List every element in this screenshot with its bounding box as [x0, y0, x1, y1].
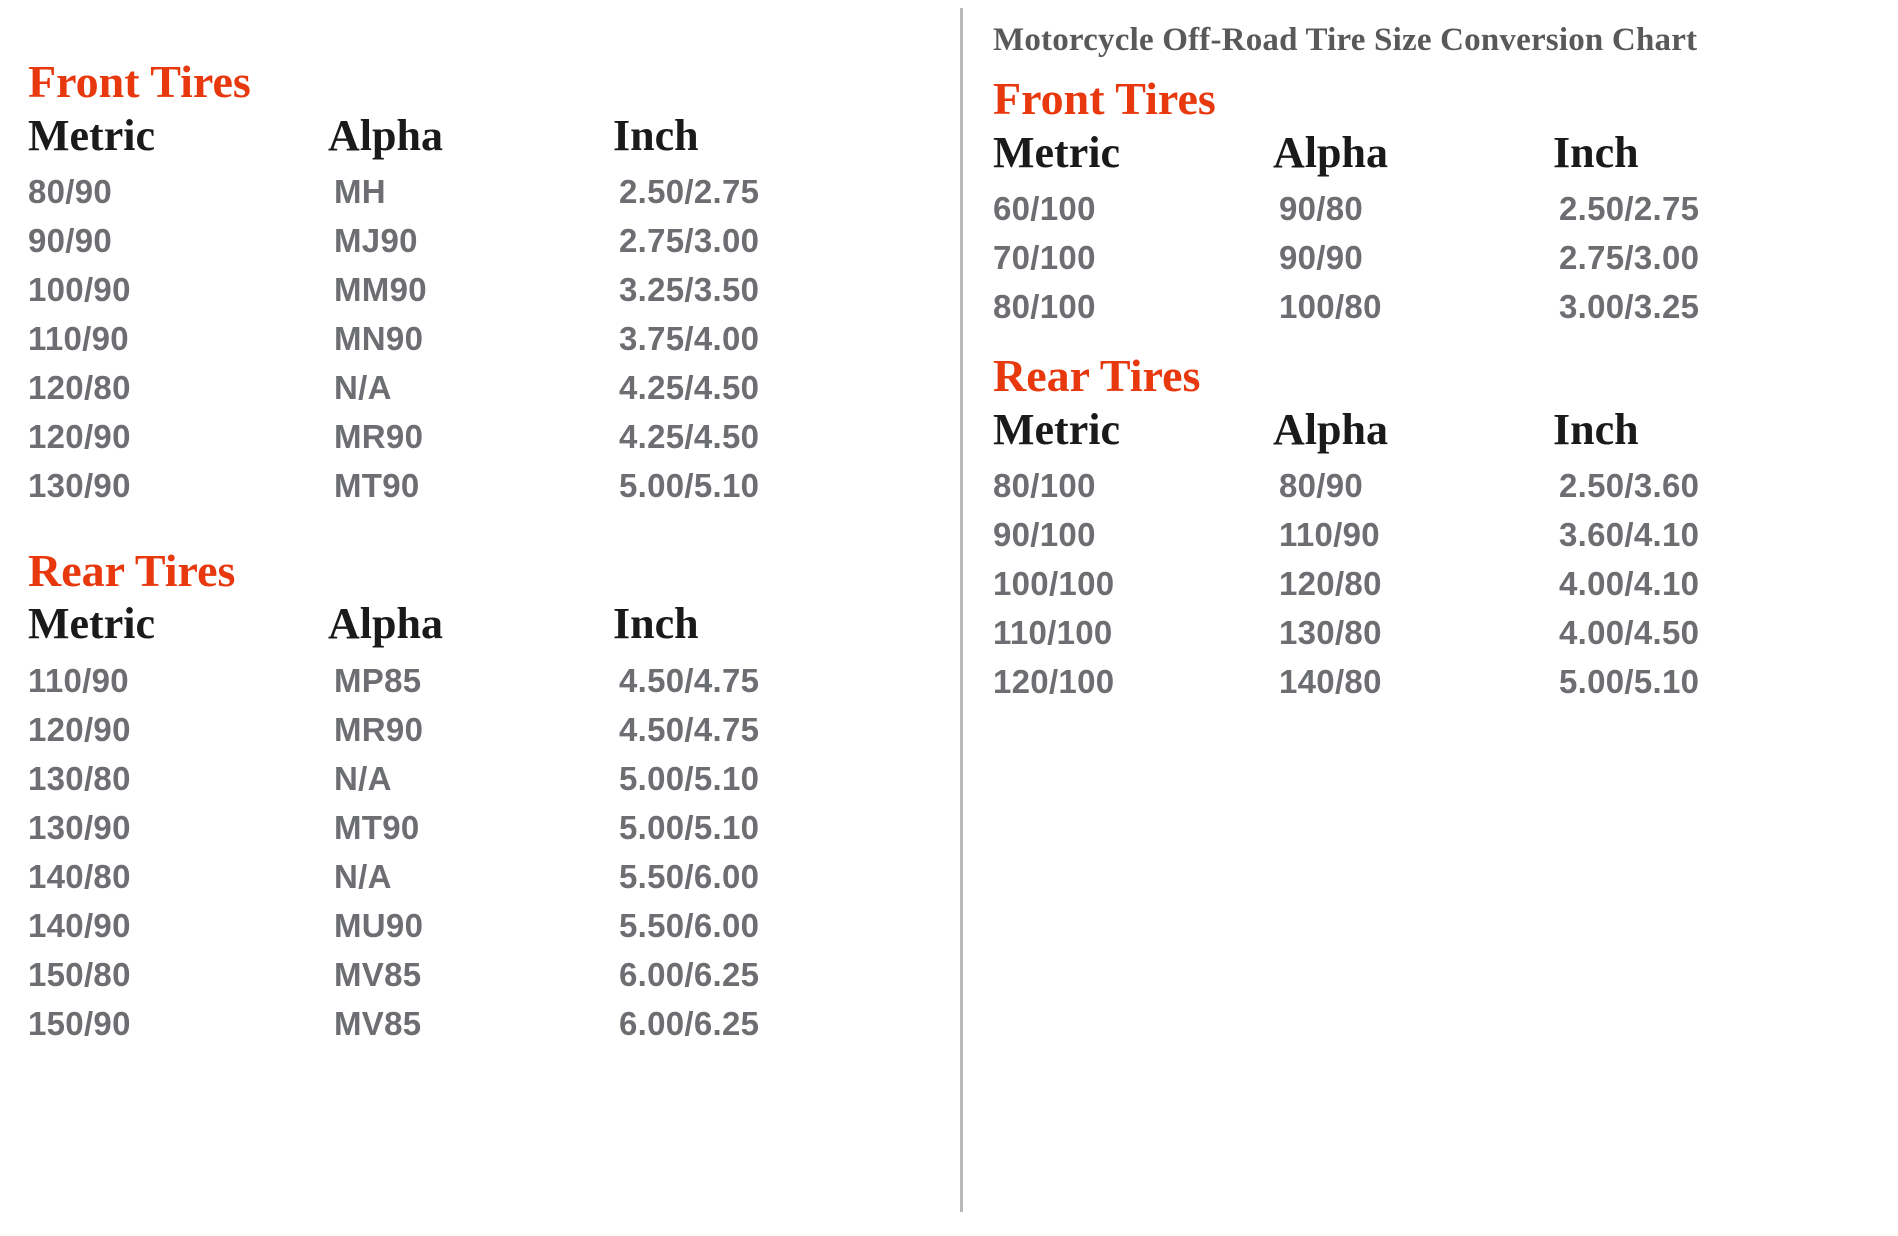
cell-metric: 100/90 [28, 271, 131, 309]
column-header-inch: Inch [1553, 127, 1639, 177]
cell-inch: 2.50/2.75 [1559, 190, 1700, 228]
cell-inch: 4.50/4.75 [619, 711, 760, 749]
cell-metric: 120/100 [993, 663, 1115, 701]
table-row [28, 1000, 868, 1049]
cell-alpha: MJ90 [334, 222, 418, 260]
cell-inch: 5.50/6.00 [619, 857, 760, 895]
street-front-heading: Front Tires [28, 56, 251, 107]
column-header-inch: Inch [1553, 404, 1639, 454]
table-row [28, 853, 868, 902]
cell-inch: 4.25/4.50 [619, 369, 760, 407]
table-row [28, 266, 868, 315]
table-row [28, 902, 868, 951]
cell-inch: 5.50/6.00 [619, 906, 760, 944]
cell-metric: 130/80 [28, 760, 131, 798]
cell-metric: 130/90 [28, 809, 131, 846]
table-row [993, 609, 1833, 658]
street-rear-section [28, 545, 960, 1049]
cell-alpha: 140/80 [1279, 663, 1382, 701]
cell-alpha: MP85 [334, 662, 422, 700]
cell-metric: 120/90 [28, 711, 131, 749]
cell-inch: 3.60/4.10 [1559, 516, 1700, 554]
cell-alpha: N/A [334, 857, 392, 895]
table-row [28, 413, 868, 462]
cell-metric: 80/90 [28, 173, 113, 211]
column-header-alpha: Alpha [1273, 127, 1388, 177]
cell-inch: 5.00/5.10 [619, 466, 760, 504]
table-row [28, 951, 868, 1000]
cell-alpha: 100/80 [1279, 288, 1382, 326]
table-row [993, 185, 1833, 234]
cell-inch: 2.50/2.75 [619, 173, 760, 211]
table-row [28, 755, 868, 804]
table-header-row [993, 404, 1833, 463]
cell-metric: 110/90 [28, 662, 129, 700]
table-row [993, 511, 1833, 560]
column-header-metric: Metric [993, 404, 1120, 454]
cell-metric: 90/100 [993, 516, 1096, 554]
cell-alpha: 120/80 [1279, 565, 1382, 603]
cell-alpha: MN90 [334, 320, 424, 358]
offroad-front-heading: Front Tires [993, 73, 1216, 124]
section-spacer [28, 511, 960, 545]
table-header-row [28, 110, 868, 169]
cell-alpha: 90/80 [1279, 190, 1364, 228]
table-row [28, 168, 868, 217]
cell-inch: 3.75/4.00 [619, 320, 760, 358]
cell-alpha: MU90 [334, 906, 424, 944]
offroad-rear-heading: Rear Tires [993, 350, 1201, 402]
table-row [993, 234, 1833, 283]
table-row [28, 364, 868, 413]
column-header-metric: Metric [28, 599, 155, 649]
street-front-section [28, 56, 960, 511]
table-row [28, 217, 868, 266]
column-header-metric: Metric [993, 127, 1120, 177]
cell-inch: 5.00/5.10 [619, 760, 760, 798]
offroad-tire-column [963, 0, 1898, 1236]
cell-metric: 140/90 [28, 906, 131, 944]
street-front-table [28, 110, 868, 511]
offroad-front-section [993, 73, 1898, 332]
cell-metric: 90/90 [28, 222, 113, 260]
column-header-alpha: Alpha [1273, 404, 1388, 454]
column-header-inch: Inch [613, 599, 699, 649]
street-rear-table [28, 598, 868, 1048]
table-row [993, 658, 1833, 707]
cell-alpha: MM90 [334, 271, 427, 309]
table-header-row [993, 127, 1833, 186]
cell-inch: 2.75/3.00 [619, 222, 760, 260]
cell-metric: 80/100 [993, 288, 1096, 326]
column-header-inch: Inch [613, 110, 699, 160]
cell-metric: 130/90 [28, 466, 131, 504]
cell-alpha: MV85 [334, 955, 422, 993]
cell-metric: 110/100 [993, 614, 1113, 652]
cell-inch: 5.00/5.10 [619, 809, 760, 846]
table-row [993, 560, 1833, 609]
table-row [28, 804, 868, 853]
section-spacer [993, 332, 1898, 350]
cell-alpha: MR90 [334, 711, 424, 749]
table-row [28, 706, 868, 755]
cell-metric: 150/80 [28, 955, 131, 993]
table-row [993, 462, 1833, 511]
column-header-metric: Metric [28, 110, 155, 160]
cell-metric: 80/100 [993, 467, 1096, 505]
cell-alpha: MT90 [334, 466, 420, 504]
table-header-row [28, 598, 868, 657]
cell-metric: 120/90 [28, 418, 131, 455]
table-row [28, 315, 868, 364]
cell-inch: 3.25/3.50 [619, 271, 760, 309]
cell-inch: 6.00/6.25 [619, 1004, 760, 1042]
cell-metric: 70/100 [993, 239, 1096, 277]
cell-metric: 120/80 [28, 369, 131, 407]
cell-inch: 3.00/3.25 [1559, 288, 1700, 326]
cell-alpha: MH [334, 173, 386, 211]
cell-metric: 110/90 [28, 320, 129, 358]
column-header-alpha: Alpha [328, 110, 443, 160]
cell-inch: 2.50/3.60 [1559, 467, 1700, 505]
cell-inch: 4.00/4.10 [1559, 565, 1700, 603]
cell-metric: 100/100 [993, 565, 1115, 603]
cell-alpha: 130/80 [1279, 614, 1382, 652]
cell-metric: 60/100 [993, 190, 1096, 228]
cell-alpha: MV85 [334, 1004, 422, 1042]
offroad-front-table [993, 127, 1833, 333]
cell-inch: 2.75/3.00 [1559, 239, 1700, 277]
table-row [28, 657, 868, 706]
cell-alpha: MR90 [334, 418, 424, 455]
cell-inch: 4.25/4.50 [619, 418, 760, 455]
table-row [28, 462, 868, 511]
offroad-rear-table [993, 404, 1833, 707]
cell-inch: 6.00/6.25 [619, 955, 760, 993]
cell-inch: 5.00/5.10 [1559, 663, 1700, 701]
cell-inch: 4.00/4.50 [1559, 614, 1700, 652]
cell-inch: 4.50/4.75 [619, 662, 760, 700]
page-title: Motorcycle Off-Road Tire Size Conversion Chart [993, 22, 1698, 58]
street-rear-heading: Rear Tires [28, 544, 236, 596]
offroad-rear-section [993, 350, 1898, 707]
cell-alpha: N/A [334, 369, 392, 407]
cell-alpha: 90/90 [1279, 239, 1364, 277]
cell-metric: 140/80 [28, 857, 131, 895]
column-header-alpha: Alpha [328, 599, 443, 649]
cell-alpha: N/A [334, 760, 392, 798]
table-row [993, 283, 1833, 332]
cell-alpha: MT90 [334, 809, 420, 846]
cell-alpha: 80/90 [1279, 467, 1364, 505]
cell-alpha: 110/90 [1279, 516, 1380, 554]
cell-metric: 150/90 [28, 1004, 131, 1042]
